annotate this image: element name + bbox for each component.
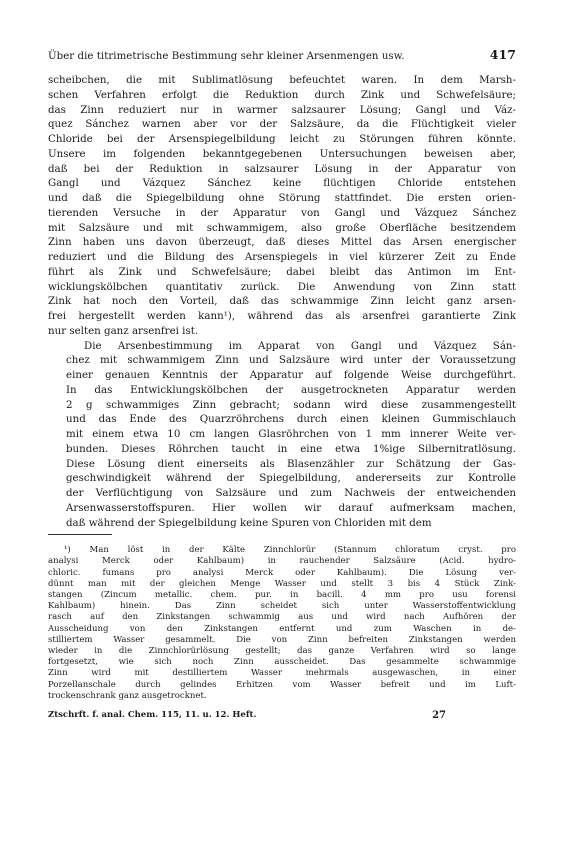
- document-page: [48, 48, 516, 721]
- paragraph-1-line: mit Salzsäure und mit schwammigem, also große Oberfläche besitzendem: [48, 221, 516, 234]
- paragraph-1-line: reduziert und die Bildung des Arsenspiegels in viel kürzerer Zeit zu Ende: [48, 251, 516, 263]
- paragraph-1-line: Chloride bei der Arsenspiegelbildung leicht zu Störungen führen könnte.: [48, 133, 516, 145]
- footnote-line: Kahlbaum) hinein. Das Zinn scheidet sich unter Wasserstoffentwicklung: [48, 601, 516, 612]
- paragraph-1-line: Gangl und Vázquez Sánchez keine flüchtigen Chloride entstehen: [48, 177, 516, 190]
- paragraph-1-line: scheibchen, die mit Sublimatlösung befeuchtet waren. In dem Marsh-: [48, 74, 516, 86]
- paragraph-1-line: führt als Zink und Schwefelsäure; dabei bleibt das Antimon im Ent-: [48, 265, 516, 278]
- paragraph-2-line: Arsenwasserstoffspuren. Hier wollen wir darauf aufmerksam machen,: [66, 501, 516, 514]
- page-number: 417: [489, 47, 516, 62]
- footnote-line: Porzellanschale durch gelindes Erhitzen vom Wasser befreit und im Luft-: [48, 679, 516, 690]
- footnote-line: fortgesetzt, wie sich noch Zinn ausscheidet. Das gesammelte schwammige: [48, 657, 516, 668]
- paragraph-2-line: 2 g schwammiges Zinn gebracht; sodann wird diese zusammengestellt: [66, 398, 516, 411]
- paragraph-2-line: mit einem etwa 10 cm langen Glasröhrchen von 1 mm innerer Weite ver-: [66, 428, 516, 440]
- signature-mark: 27: [432, 710, 446, 722]
- paragraph-2-line: geschwindigkeit während der Spiegelbildung, andererseits zur Kontrolle: [66, 472, 516, 485]
- page-footer: [48, 710, 516, 721]
- paragraph-1-line: schen Verfahren erfolgt die Reduktion durch Zink und Schwefelsäure;: [48, 88, 516, 101]
- footnote: [48, 545, 516, 702]
- footnote-line: dünnt man mit der gleichen Menge Wasser und stellt 3 bis 4 Stück Zink-: [48, 578, 516, 589]
- paragraph-1-line: quez Sánchez warnen aber vor der Salzsäure, da die Flüchtigkeit vieler: [48, 118, 516, 131]
- paragraph-1: [48, 73, 516, 339]
- paragraph-1-line: nur selten ganz arsenfrei ist.: [48, 324, 199, 337]
- paragraph-2-line: In das Entwicklungskölbchen der ausgetrockneten Apparatur werden: [66, 383, 516, 396]
- footnote-line: Zinn wird mit destilliertem Wasser mehrmals ausgewaschen, in einer: [48, 668, 516, 679]
- footnote-line: stilliertem Wasser gesammelt. Die von Zinn befreiten Zinkstangen werden: [48, 634, 516, 645]
- paragraph-2-line: und das Ende des Quarzröhrchens durch einen kleinen Gummischlauch: [66, 413, 516, 426]
- footnote-separator: [48, 534, 112, 535]
- paragraph-2-line: Diese Lösung dient einerseits als Blasenzähler zur Schätzung der Gas-: [66, 457, 516, 470]
- footnote-line: rasch auf den Zinkstangen schwammig aus und wird nach Aufhören der: [48, 612, 516, 623]
- paragraph-1-line: wicklungskölbchen quantitativ zurück. Die Anwendung von Zinn statt: [48, 280, 516, 293]
- paragraph-1-line: Zinn haben uns davon überzeugt, daß dieses Mittel das Arsen energischer: [48, 236, 516, 249]
- footnote-line: trockenschrank ganz ausgetrocknet.: [48, 690, 207, 701]
- paragraph-1-line: tierenden Versuche in der Apparatur von Gangl und Vázquez Sánchez: [48, 206, 516, 219]
- footnote-line: wieder in die Zinnchlorürlösung gestellt; das ganze Verfahren wird so lange: [48, 646, 516, 657]
- paragraph-1-line: und daß die Spiegelbildung ohne Störung stattfindet. Die ersten orien-: [48, 192, 516, 204]
- running-title: Über die titrimetrische Bestimmung sehr kleiner Arsenmengen usw.: [48, 51, 405, 62]
- paragraph-1-line: Unsere im folgenden bekanntgegebenen Untersuchungen beweisen aber,: [48, 147, 516, 160]
- main-text: [48, 73, 516, 530]
- paragraph-2-line: der Verflüchtigung von Salzsäure und zum Nachweis der entweichenden: [66, 487, 516, 499]
- paragraph-2-line: chez mit schwammigem Zinn und Salzsäure wird unter der Voraussetzung: [66, 354, 516, 367]
- footnote-line: chloric. fumans pro analysi Merck oder Kahlbaum). Die Lösung ver-: [48, 567, 516, 578]
- paragraph-1-line: daß bei der Reduktion in salzsaurer Lösung in der Apparatur von: [48, 162, 516, 175]
- footnote-line: analysi Merck oder Kahlbaum) in rauchender Salzsäure (Acid. hydro-: [48, 556, 516, 567]
- journal-reference: Ztschrft. f. anal. Chem. 115, 11. u. 12. Heft.: [48, 710, 257, 721]
- footnote-line: Ausscheidung von den Zinkstangen entfernt und zum Waschen in de-: [48, 623, 516, 634]
- paragraph-2-line: bunden. Dieses Röhrchen taucht in eine etwa 1%ige Silbernitratlösung.: [66, 442, 516, 455]
- paragraph-1-line: frei hergestellt werden kann¹), während das als arsenfrei garantierte Zink: [48, 310, 516, 322]
- paragraph-2-line: Die Arsenbestimmung im Apparat von Gangl und Vázquez Sán-: [84, 339, 516, 352]
- footnote-line: ¹) Man löst in der Kälte Zinnchlorür (Stannum chloratum cryst. pro: [64, 545, 516, 556]
- paragraph-2-line: daß während der Spiegelbildung keine Spuren von Chloriden mit dem: [66, 516, 432, 529]
- paragraph-1-line: das Zinn reduziert nur in warmer salzsaurer Lösung; Gangl und Váz-: [48, 103, 516, 116]
- paragraph-2: [48, 339, 516, 531]
- paragraph-1-line: Zink hat noch den Vorteil, daß das schwammige Zinn leicht ganz arsen-: [48, 295, 516, 308]
- paragraph-2-line: einer genauen Kenntnis der Apparatur auf folgende Weise durchgeführt.: [66, 369, 516, 381]
- footnote-line: stangen (Zincum metallic. chem. pur. in bacill. 4 mm pro usu forensi: [48, 590, 516, 601]
- running-header: [48, 48, 516, 64]
